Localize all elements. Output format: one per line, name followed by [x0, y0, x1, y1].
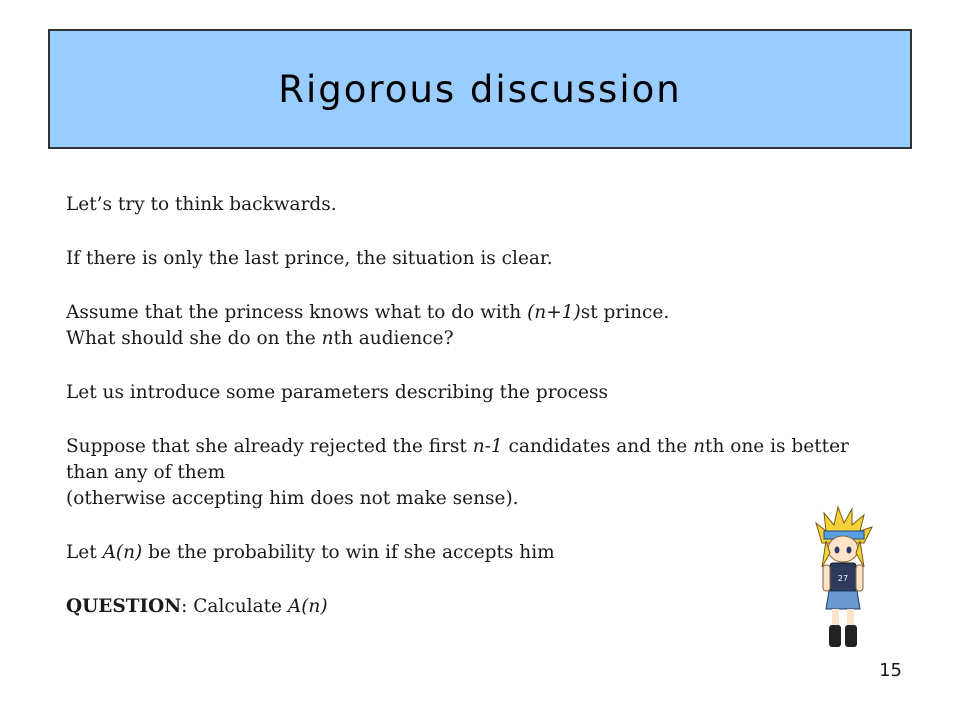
paragraph-assume	[66, 300, 886, 326]
text: : Calculate	[181, 596, 288, 617]
text: th one is better than any of them	[66, 436, 849, 483]
text: If there is only the last prince, the situation is clear.	[66, 248, 553, 269]
slide-body	[66, 192, 886, 620]
text: Let us introduce some parameters describing the process	[66, 382, 608, 403]
math-var: n-1	[472, 436, 503, 457]
text: st prince.	[580, 302, 670, 323]
text: (otherwise accepting him does not make sense).	[66, 488, 519, 509]
paragraph-last-prince	[66, 246, 886, 272]
text: th audience?	[333, 328, 454, 349]
question-label: QUESTION	[66, 596, 182, 617]
math-var: A(n)	[102, 542, 143, 563]
math-var: A(n)	[287, 596, 328, 617]
math-var: (n+1)	[527, 302, 581, 323]
text: Let’s try to think backwards.	[66, 194, 337, 215]
text: be the probability to win if she accepts him	[142, 542, 555, 563]
princess-avatar	[810, 505, 876, 650]
text: Suppose that she already rejected the first	[66, 436, 473, 457]
title-banner	[48, 29, 912, 149]
paragraph-parameters	[66, 380, 886, 406]
paragraph-suppose	[66, 434, 886, 486]
paragraph-what-should	[66, 326, 886, 352]
paragraph-let-a	[66, 540, 886, 566]
text: Let	[66, 542, 103, 563]
slide-title: Rigorous discussion	[278, 67, 682, 111]
text: What should she do on the	[66, 328, 322, 349]
shirt-number: 27	[837, 574, 849, 583]
paragraph-otherwise	[66, 486, 886, 512]
math-var: n	[693, 436, 706, 457]
slide-number: 15	[879, 660, 902, 681]
text: candidates and the	[502, 436, 694, 457]
text: Assume that the princess knows what to do with	[66, 302, 528, 323]
paragraph-think-backwards	[66, 192, 886, 218]
math-var: n	[321, 328, 334, 349]
paragraph-question	[66, 594, 886, 620]
